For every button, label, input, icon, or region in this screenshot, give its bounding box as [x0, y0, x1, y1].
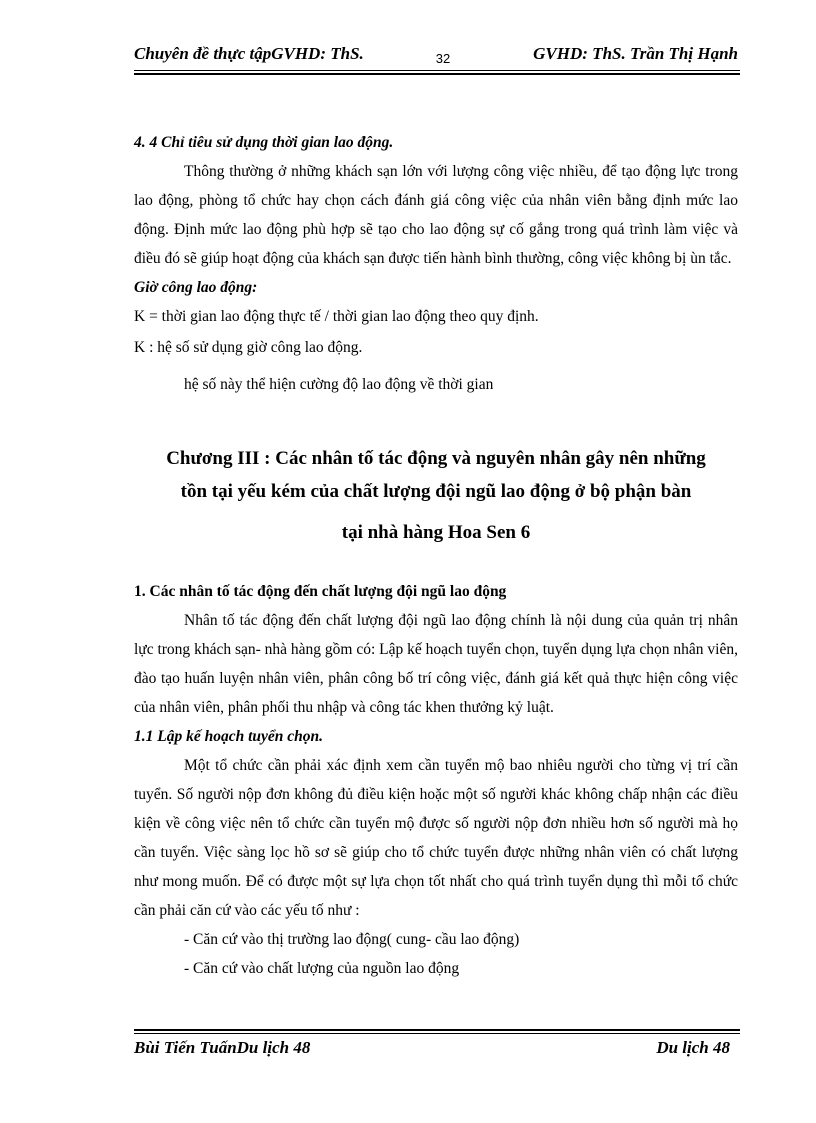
formula-line: K = thời gian lao động thực tế / thời gian lao động theo quy định.: [134, 308, 539, 325]
section-1-paragraph: Nhân tố tác động đến chất lượng đội ngũ lao động chính là nội dung của quản trị nhân lực trong khách sạn- nhà hàng gồm có: Lập kế hoạch tuyển chọn, tuyển dụng lựa chọn nhân viên, đào tạo huấn luyện nhân viên, phân công bố trí công việc, đánh giá kết quả thực hiện công việc của nhân viên, phân phối thu nhập và công tác khen thưởng kỷ luật.: [134, 612, 738, 716]
chapter-title-line-1: Chương III : Các nhân tố tác động và nguyên nhân gây nên những: [166, 448, 706, 469]
section-1: [134, 577, 738, 983]
list-item: - Căn cứ vào chất lượng của nguồn lao động: [184, 960, 460, 977]
section-1-1-paragraph: Một tổ chức cần phải xác định xem cần tuyển mộ bao nhiêu người cho từng vị trí cần tuyển. Số người nộp đơn không đủ điều kiện hoặc một số người khác không chấp nhận các điều kiện về công việc nên tổ chức cần tuyển mộ được số người nộp đơn nhiều hơn số người mà họ cần tuyển. Việc sàng lọc hồ sơ sẽ giúp cho tổ chức tuyển được những nhân viên có chất lượng như mong muốn. Để có được một sự lựa chọn tốt nhất cho quá trình tuyển dụng thì mỗi tổ chức cần phải căn cứ vào các yếu tố như :: [134, 757, 738, 919]
page-number: 32: [435, 51, 451, 66]
section-4-4: [134, 128, 738, 399]
chapter-title: [134, 442, 738, 549]
note-line: hệ số này thể hiện cường độ lao động về thời gian: [184, 376, 494, 393]
section-4-4-heading: 4. 4 Chỉ tiêu sử dụng thời gian lao động.: [134, 134, 394, 151]
chapter-title-line-3: tại nhà hàng Hoa Sen 6: [341, 522, 531, 543]
list-item: - Căn cứ vào thị trường lao động( cung- cầu lao động): [184, 931, 520, 948]
header-left: Chuyên đề thực tậpGVHD: ThS.: [134, 44, 364, 63]
section-1-heading: 1. Các nhân tố tác động đến chất lượng đội ngũ lao động: [134, 583, 507, 600]
header-right: GVHD: ThS. Trần Thị Hạnh: [533, 44, 738, 63]
footer-rule: [134, 1033, 740, 1034]
header-rule: [134, 70, 740, 71]
definition-line: K : hệ số sử dụng giờ công lao động.: [134, 339, 363, 356]
working-hours-subheading: Giờ công lao động:: [134, 279, 258, 296]
footer-left: Bùi Tiến TuấnDu lịch 48: [134, 1038, 311, 1057]
footer-right: Du lịch 48: [656, 1038, 730, 1057]
footer-rule-thick: [134, 1029, 740, 1031]
section-1-1-heading: 1.1 Lập kế hoạch tuyển chọn.: [134, 728, 324, 745]
section-4-4-paragraph: Thông thường ở những khách sạn lớn với lượng công việc nhiều, để tạo động lực trong lao động, phòng tổ chức hay chọn cách đánh giá công việc của nhân viên bằng định mức lao động. Định mức lao động phù hợp sẽ tạo cho lao động sự cố gắng trong quá trình làm việc và điều đó sẽ giúp hoạt động của khách sạn được tiến hành bình thường, công việc không bị ùn tắc.: [134, 163, 738, 267]
chapter-title-line-2: tồn tại yếu kém của chất lượng đội ngũ lao động ở bộ phận bàn: [180, 481, 692, 502]
header-rule-thick: [134, 73, 740, 75]
